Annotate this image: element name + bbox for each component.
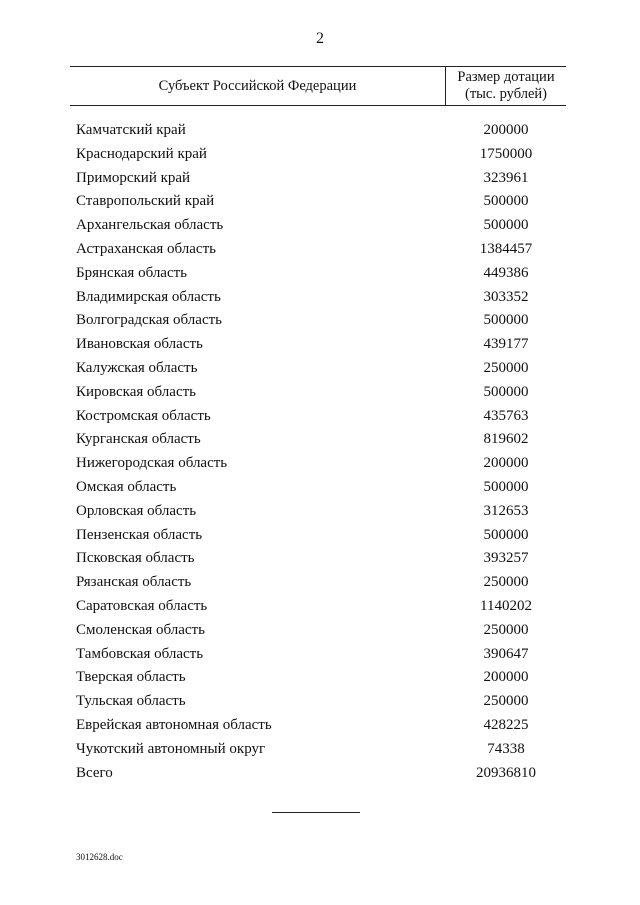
- table-row: [0, 595, 640, 619]
- subsidy-amount: 500000: [483, 383, 529, 400]
- page-number: 2: [316, 30, 324, 47]
- region-name: Нижегородская область: [76, 455, 228, 472]
- table-row: [0, 524, 640, 548]
- table-body: [0, 119, 640, 785]
- table-row: [0, 643, 640, 667]
- region-name: Ивановская область: [76, 336, 203, 353]
- region-name: Тверская область: [76, 669, 186, 686]
- subsidy-amount: 500000: [483, 217, 529, 234]
- subsidy-amount: 250000: [483, 621, 529, 638]
- subsidy-amount: 303352: [483, 288, 529, 305]
- table-row: [0, 500, 640, 524]
- subsidy-amount: 500000: [483, 478, 529, 495]
- subsidy-amount: 250000: [483, 574, 529, 591]
- region-name: Краснодарский край: [76, 145, 207, 162]
- table-row: [0, 286, 640, 310]
- region-name: Орловская область: [76, 502, 197, 519]
- subsidy-amount: 1750000: [479, 145, 533, 162]
- region-name: Камчатский край: [76, 122, 186, 138]
- table-row: [0, 309, 640, 333]
- table-row: [0, 571, 640, 595]
- subsidy-amount: 20936810: [476, 764, 536, 781]
- table-row: [0, 238, 640, 262]
- subsidy-amount: 200000: [483, 122, 529, 138]
- table-row: [0, 190, 640, 214]
- region-name: Еврейская автономная область: [76, 716, 272, 733]
- subsidy-amount: 819602: [483, 431, 529, 448]
- subsidy-amount: 428225: [483, 716, 529, 733]
- header-amount: [446, 67, 566, 105]
- subsidy-amount: 435763: [483, 407, 529, 424]
- table-row: [0, 619, 640, 643]
- table-row: [0, 690, 640, 714]
- table-row: [0, 476, 640, 500]
- subsidy-amount: 390647: [483, 645, 529, 662]
- table-row: [0, 714, 640, 738]
- header-amount-line2: (тыс. рублей): [465, 86, 547, 102]
- table-total-row: [0, 762, 640, 786]
- table-row: [0, 333, 640, 357]
- region-name: Брянская область: [76, 264, 188, 281]
- table-row: [0, 381, 640, 405]
- separator-line: [272, 812, 360, 813]
- region-name: Тульская область: [76, 693, 186, 710]
- region-name: Волгоградская область: [76, 312, 222, 329]
- region-name: Владимирская область: [76, 288, 221, 305]
- subsidy-amount: 500000: [483, 193, 529, 210]
- table-row: [0, 405, 640, 429]
- region-name: Кировская область: [76, 383, 197, 400]
- subsidy-amount: 449386: [483, 264, 529, 281]
- table-row: [0, 262, 640, 286]
- subsidy-amount: 250000: [483, 359, 529, 376]
- header-amount-line1: Размер дотации: [457, 69, 555, 85]
- subsidy-amount: 200000: [483, 455, 529, 472]
- region-name: Тамбовская область: [76, 645, 204, 662]
- region-name: Курганская область: [76, 431, 201, 448]
- region-name: Рязанская область: [76, 574, 192, 591]
- table-row: [0, 357, 640, 381]
- table-row: [0, 119, 640, 143]
- table-row: [0, 738, 640, 762]
- subsidy-amount: 500000: [483, 526, 529, 543]
- region-name: Псковская область: [76, 550, 195, 567]
- table-row: [0, 214, 640, 238]
- table-row: [0, 428, 640, 452]
- header-subject: Субъект Российской Федерации: [70, 67, 446, 105]
- region-name: Пензенская область: [76, 526, 203, 543]
- subsidy-amount: 1140202: [480, 597, 532, 614]
- region-name: Саратовская область: [76, 597, 208, 614]
- region-name: Всего: [76, 764, 113, 781]
- subsidy-amount: 500000: [483, 312, 529, 329]
- region-name: Архангельская область: [76, 217, 224, 234]
- subsidy-amount: 74338: [487, 740, 525, 757]
- table-row: [0, 547, 640, 571]
- table-row: [0, 167, 640, 191]
- subsidy-amount: 200000: [483, 669, 529, 686]
- table-row: [0, 452, 640, 476]
- footer-filename: 3012628.doc: [76, 852, 123, 862]
- table-row: [0, 666, 640, 690]
- region-name: Костромская область: [76, 407, 211, 424]
- region-name: Ставропольский край: [76, 193, 215, 210]
- region-name: Смоленская область: [76, 621, 205, 638]
- table-header: [70, 66, 566, 106]
- table-row: [0, 143, 640, 167]
- subsidy-amount: 393257: [483, 550, 529, 567]
- subsidy-amount: 250000: [483, 693, 529, 710]
- subsidy-amount: 1384457: [479, 240, 533, 257]
- region-name: Чукотский автономный округ: [76, 740, 266, 757]
- region-name: Приморский край: [76, 169, 191, 186]
- region-name: Калужская область: [76, 359, 198, 376]
- subsidy-amount: 323961: [483, 169, 529, 186]
- subsidy-amount: 312653: [483, 502, 529, 519]
- region-name: Омская область: [76, 478, 177, 495]
- region-name: Астраханская область: [76, 240, 216, 257]
- subsidy-amount: 439177: [483, 336, 529, 353]
